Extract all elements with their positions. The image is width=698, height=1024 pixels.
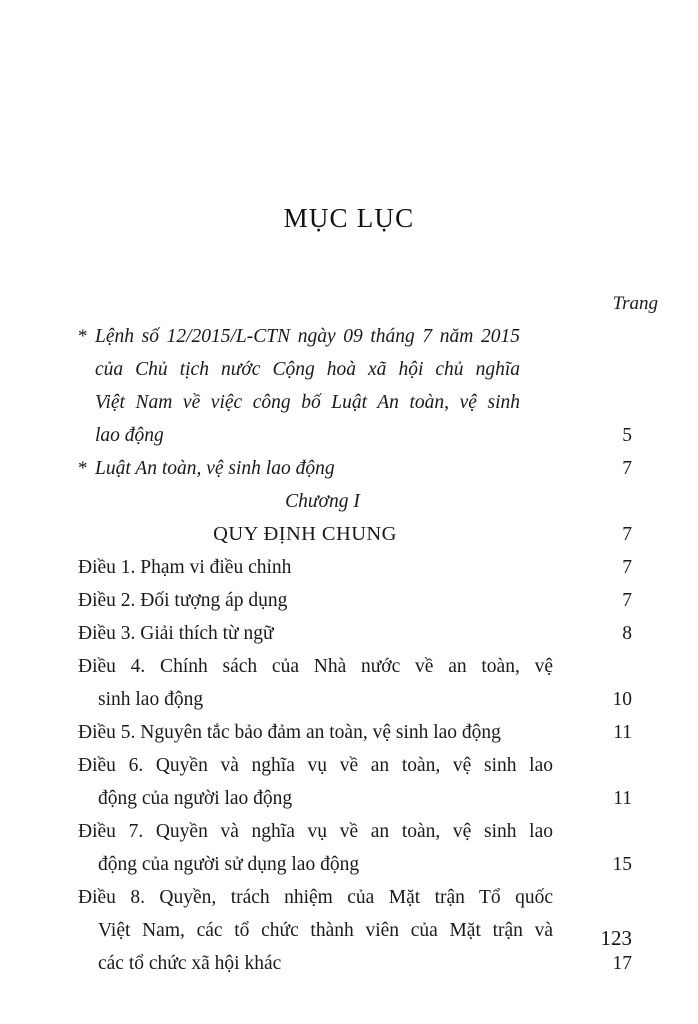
toc-entry-luat-an-toan-ve-sinh-lao-dong[interactable] (0, 452, 698, 485)
entry-line: Điều 1. Phạm vi điều chỉnh (78, 557, 292, 578)
entry-page-number: 11 (613, 722, 632, 743)
entry-line: động của người lao động (98, 788, 293, 809)
entry-line: Việt Nam, các tổ chức thành viên của Mặt trận và (98, 920, 553, 941)
page-column-header: Trang (612, 293, 658, 314)
entry-page-number: 15 (612, 854, 632, 875)
entry-line: các tổ chức xã hội khác (98, 953, 282, 974)
entry-line: Điều 3. Giải thích từ ngữ (78, 623, 274, 644)
entry-line: lao động (95, 425, 164, 446)
entry-line: Điều 8. Quyền, trách nhiệm của Mặt trận Tổ quốc (78, 887, 553, 908)
entry-line: của Chủ tịch nước Cộng hoà xã hội chủ nghĩa (95, 359, 520, 380)
article-entry-list (0, 551, 698, 980)
entry-page-number: 7 (622, 458, 632, 479)
bullet-star-icon: * (78, 326, 88, 347)
entry-page-number: 11 (613, 788, 632, 809)
toc-entry-dieu-5[interactable] (0, 716, 698, 749)
entry-line: Điều 2. Đối tượng áp dụng (78, 590, 288, 611)
entry-line: Điều 7. Quyền và nghĩa vụ về an toàn, vệ sinh lao (78, 821, 553, 842)
entry-line: Điều 6. Quyền và nghĩa vụ về an toàn, vệ sinh lao (78, 755, 553, 776)
toc-entry-dieu-2[interactable] (0, 584, 698, 617)
entry-page-number: 7 (622, 590, 632, 611)
entry-page-number: 17 (612, 953, 632, 974)
toc-entry-lenh-so-12-2015[interactable] (0, 320, 698, 452)
entry-line: sinh lao động (98, 689, 204, 710)
chapter-label: Chương I (285, 491, 360, 512)
entry-line: Lệnh số 12/2015/L-CTN ngày 09 tháng 7 năm 2015 (95, 326, 520, 347)
table-of-contents (0, 320, 698, 980)
entry-page-number: 8 (622, 623, 632, 644)
starred-entry-list (0, 320, 698, 485)
toc-entry-dieu-4[interactable] (0, 650, 698, 716)
page-folio: 123 (600, 926, 632, 950)
chapter-title: QUY ĐỊNH CHUNG (213, 523, 397, 545)
bullet-star-icon: * (78, 458, 88, 479)
toc-entry-dieu-7[interactable] (0, 815, 698, 881)
toc-entry-dieu-3[interactable] (0, 617, 698, 650)
toc-entry-dieu-6[interactable] (0, 749, 698, 815)
entry-line: Điều 4. Chính sách của Nhà nước về an toàn, vệ (78, 656, 553, 677)
entry-line: động của người sử dụng lao động (98, 854, 360, 875)
chapter-heading-block (0, 485, 698, 551)
entry-page-number: 7 (622, 557, 632, 578)
entry-line: Điều 5. Nguyên tắc bảo đảm an toàn, vệ sinh lao động (78, 722, 501, 743)
entry-page-number: 5 (622, 425, 632, 446)
entry-line: Luật An toàn, vệ sinh lao động (95, 458, 335, 479)
toc-entry-dieu-1[interactable] (0, 551, 698, 584)
entry-line: Việt Nam về việc công bố Luật An toàn, vệ sinh (95, 392, 520, 413)
page-title: MỤC LỤC (283, 203, 415, 233)
chapter-page-number: 7 (622, 524, 632, 545)
entry-page-number: 10 (612, 689, 632, 710)
